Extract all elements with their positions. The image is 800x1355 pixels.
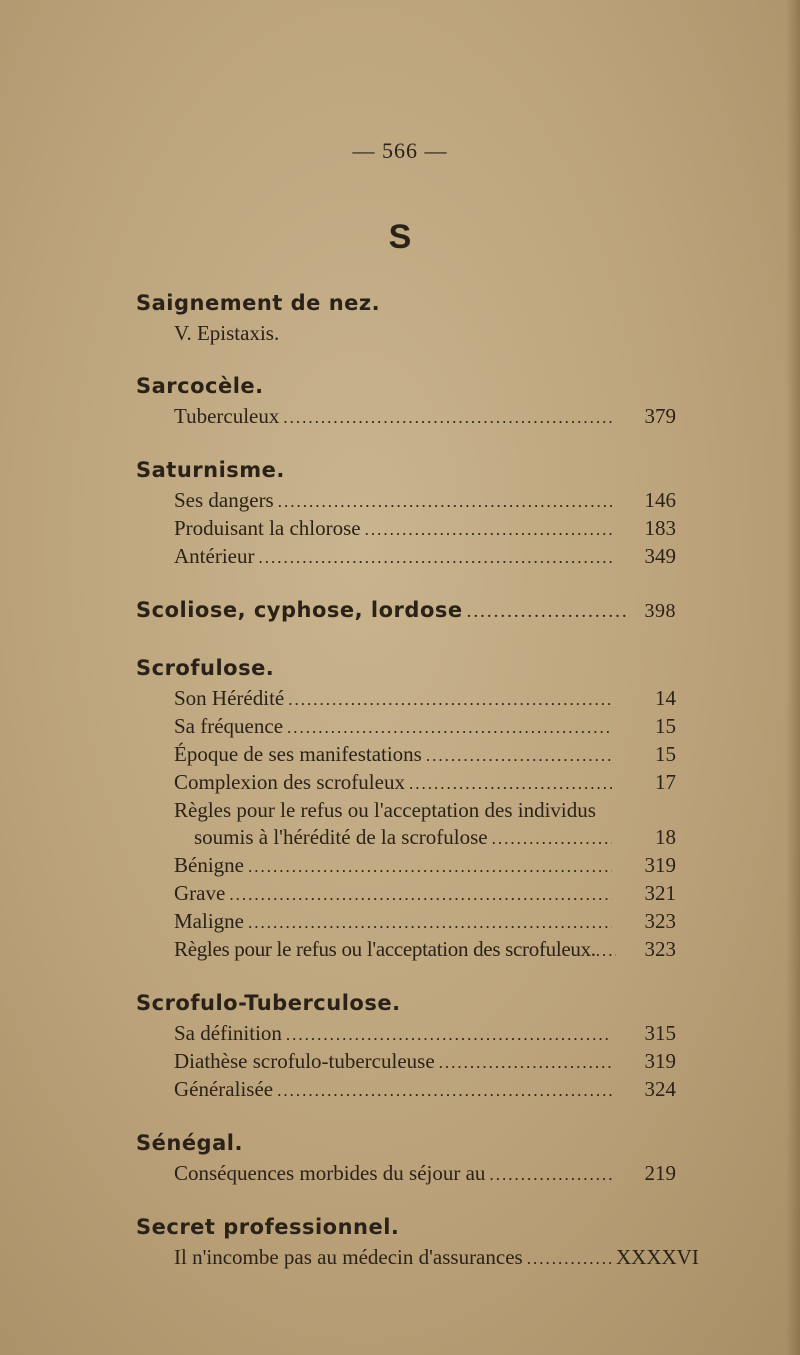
dot-leader: [229, 881, 612, 908]
dot-leader: [596, 937, 616, 964]
dot-leader: [258, 544, 612, 571]
entry-text: Il n'incombe pas au médecin d'assurances: [174, 1245, 523, 1269]
entry-page: 349: [644, 544, 676, 568]
entry-page: 15: [655, 714, 676, 738]
index-entry: [174, 1076, 676, 1104]
dot-leader: [286, 1021, 612, 1048]
dot-leader: [365, 516, 612, 543]
index-entry: [174, 852, 676, 880]
index-entry: [174, 685, 676, 713]
section-letter: S: [388, 218, 412, 256]
dot-leader: [467, 595, 630, 629]
entry-text: Antérieur: [174, 544, 255, 568]
entry-text: Ses dangers: [174, 488, 274, 512]
entry-text: Règles pour le refus ou l'acceptation des individus: [174, 798, 596, 822]
index-entry: [174, 1244, 699, 1272]
dot-leader: [248, 853, 612, 880]
index-heading: Saignement de nez.: [136, 291, 381, 315]
entry-text: Bénigne: [174, 853, 244, 877]
index-heading-with-page: [136, 593, 676, 629]
entry-text: Diathèse scrofulo-tuberculeuse: [174, 1049, 435, 1073]
index-heading: Scrofulo-Tuberculose.: [136, 991, 401, 1015]
index-entry-multiline: [174, 797, 676, 852]
entry-page: 15: [655, 742, 676, 766]
entry-page: 321: [644, 881, 676, 905]
dot-leader: [248, 909, 612, 936]
entry-page: 319: [644, 853, 676, 877]
entry-text: Sa définition: [174, 1021, 282, 1045]
entry-text: Conséquences morbides du séjour au: [174, 1161, 486, 1185]
entry-text: Tuberculeux: [174, 404, 280, 428]
index-section-saignement: [136, 286, 676, 347]
dot-leader: [278, 488, 612, 515]
entry-text: Grave: [174, 881, 226, 905]
index-heading: Scrofulose.: [136, 656, 275, 680]
page-edge-shadow: [786, 0, 800, 1355]
dot-leader: [287, 714, 612, 741]
entry-text: Sa fréquence: [174, 714, 284, 738]
index-heading: Secret professionnel.: [136, 1215, 400, 1239]
entry-text: Maligne: [174, 909, 244, 933]
index-entry: [174, 936, 676, 964]
entry-page: 17: [655, 770, 676, 794]
index-section-scrofulose: [136, 651, 676, 964]
index-section-saturnisme: [136, 453, 676, 571]
entry-page: 315: [644, 1021, 676, 1045]
index-entry: [174, 908, 676, 936]
entry-text: Règles pour le refus ou l'acceptation des scrofuleux.: [174, 937, 596, 961]
entry-text: Produisant la chlorose: [174, 516, 361, 540]
index-entry: [174, 487, 676, 515]
entry-page: 319: [644, 1049, 676, 1073]
dot-leader: [439, 1049, 612, 1076]
index-section-scrofulo-tuberculose: [136, 986, 676, 1104]
index-entry: [174, 713, 676, 741]
entry-page: 219: [644, 1161, 676, 1185]
index-heading: Scoliose, cyphose, lordose: [136, 598, 463, 622]
index-entry: [174, 1020, 676, 1048]
dot-leader: [288, 686, 612, 713]
index-entry: [174, 741, 676, 769]
index-heading: Sénégal.: [136, 1131, 243, 1155]
entry-text: Complexion des scrofuleux: [174, 770, 405, 794]
index-section-senegal: [136, 1126, 676, 1188]
index-entry: [174, 1160, 676, 1188]
index-section-scoliose: [136, 593, 676, 629]
cross-reference: V. Epistaxis.: [174, 321, 280, 345]
index-entry: [174, 880, 676, 908]
entry-continuation: soumis à l'hérédité de la scrofulose: [194, 825, 488, 849]
dot-leader: [527, 1245, 612, 1272]
index-content: [136, 286, 699, 1294]
dot-leader: [283, 404, 612, 431]
index-entry: [174, 1048, 676, 1076]
index-section-sarcocele: [136, 369, 676, 431]
dot-leader: [492, 825, 612, 852]
entry-page: XXXXVI: [616, 1245, 699, 1269]
entry-page: 146: [644, 488, 676, 512]
entry-text: Généralisée: [174, 1077, 274, 1101]
index-entry: [174, 543, 676, 571]
entry-text: Époque de ses manifestations: [174, 742, 422, 766]
entry-page: 18: [655, 825, 676, 849]
entry-page: 323: [644, 909, 676, 933]
page-number: — 566 —: [352, 138, 448, 163]
entry-continuation-line: [194, 824, 676, 852]
entry-page: 323: [644, 937, 676, 961]
index-entry: [174, 769, 676, 797]
entry-page: 379: [644, 404, 676, 428]
dot-leader: [426, 742, 612, 769]
entry-text: Son Hérédité: [174, 686, 285, 710]
entry-page: 183: [644, 516, 676, 540]
entry-page: 398: [644, 600, 676, 622]
entry-page: 14: [655, 686, 676, 710]
index-entry: [174, 515, 676, 543]
dot-leader: [489, 1161, 612, 1188]
index-entry: [174, 403, 676, 431]
index-heading: Sarcocèle.: [136, 374, 264, 398]
dot-leader: [277, 1077, 612, 1104]
entry-page: 324: [644, 1077, 676, 1101]
dot-leader: [409, 770, 612, 797]
index-section-secret-professionnel: [136, 1210, 699, 1272]
index-heading: Saturnisme.: [136, 458, 285, 482]
